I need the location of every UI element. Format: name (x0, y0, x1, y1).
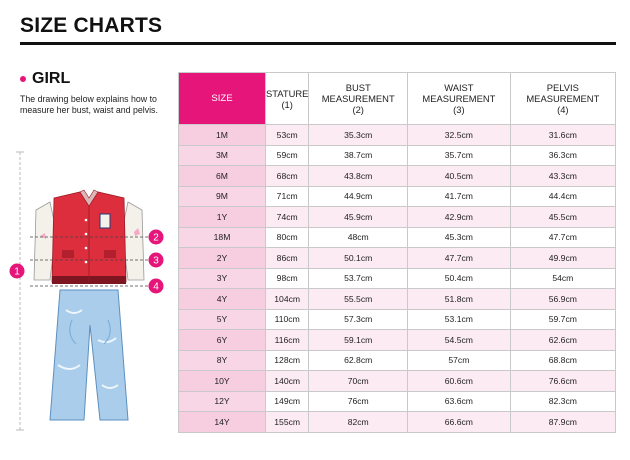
waist-cell: 51.8cm (408, 289, 511, 310)
bust-cell: 44.9cm (309, 186, 408, 207)
stature-cell: 140cm (266, 371, 309, 392)
stature-cell: 110cm (266, 309, 309, 330)
waist-cell: 50.4cm (408, 268, 511, 289)
stature-cell: 68cm (266, 166, 309, 187)
pelvis-cell: 31.6cm (510, 125, 615, 146)
header-bust: BUST MEASUREMENT (2) (309, 73, 408, 125)
bust-cell: 53.7cm (309, 268, 408, 289)
table-row (179, 371, 616, 392)
table-row (179, 350, 616, 371)
table-row (179, 391, 616, 412)
pelvis-cell: 62.6cm (510, 330, 615, 351)
table-row (179, 186, 616, 207)
pelvis-cell: 68.8cm (510, 350, 615, 371)
section-title-text: GIRL (32, 70, 71, 87)
waist-cell: 41.7cm (408, 186, 511, 207)
waist-cell: 35.7cm (408, 145, 511, 166)
bust-cell: 57.3cm (309, 309, 408, 330)
svg-text:4: 4 (153, 281, 159, 293)
stature-cell: 128cm (266, 350, 309, 371)
waist-cell: 40.5cm (408, 166, 511, 187)
bust-cell: 70cm (309, 371, 408, 392)
size-cell: 9M (179, 186, 266, 207)
size-chart-table (178, 72, 616, 433)
pelvis-cell: 76.6cm (510, 371, 615, 392)
stature-cell: 59cm (266, 145, 309, 166)
page-title: SIZE CHARTS (20, 14, 163, 37)
table-row (179, 166, 616, 187)
header-pelvis: PELVIS MEASUREMENT (4) (510, 73, 615, 125)
size-cell: 6M (179, 166, 266, 187)
size-cell: 6Y (179, 330, 266, 351)
pelvis-cell: 87.9cm (510, 412, 615, 433)
size-cell: 1Y (179, 207, 266, 228)
size-cell: 5Y (179, 309, 266, 330)
marker-3-icon (149, 253, 164, 268)
table-row (179, 145, 616, 166)
bust-cell: 50.1cm (309, 248, 408, 269)
size-cell: 4Y (179, 289, 266, 310)
table-header-row (179, 73, 616, 125)
marker-1-icon (10, 264, 25, 279)
stature-cell: 74cm (266, 207, 309, 228)
waist-cell: 66.6cm (408, 412, 511, 433)
size-cell: 10Y (179, 371, 266, 392)
table-row (179, 248, 616, 269)
waist-cell: 60.6cm (408, 371, 511, 392)
pelvis-cell: 49.9cm (510, 248, 615, 269)
pelvis-cell: 44.4cm (510, 186, 615, 207)
size-cell: 14Y (179, 412, 266, 433)
marker-4-icon (149, 279, 164, 294)
stature-cell: 53cm (266, 125, 309, 146)
waist-cell: 57cm (408, 350, 511, 371)
svg-text:3: 3 (153, 255, 159, 267)
pelvis-cell: 45.5cm (510, 207, 615, 228)
waist-cell: 42.9cm (408, 207, 511, 228)
size-cell: 3M (179, 145, 266, 166)
size-cell: 12Y (179, 391, 266, 412)
jacket-jeans-illustration (0, 140, 178, 440)
waist-cell: 32.5cm (408, 125, 511, 146)
size-cell: 3Y (179, 268, 266, 289)
bust-cell: 38.7cm (309, 145, 408, 166)
table-row (179, 309, 616, 330)
pelvis-cell: 36.3cm (510, 145, 615, 166)
section-title (20, 70, 70, 88)
pelvis-cell: 82.3cm (510, 391, 615, 412)
bust-cell: 82cm (309, 412, 408, 433)
size-cell: 2Y (179, 248, 266, 269)
measurement-description: The drawing below explains how to measure her bust, waist and pelvis. (20, 94, 158, 115)
table-row (179, 227, 616, 248)
svg-text:1: 1 (14, 266, 20, 278)
table-row (179, 330, 616, 351)
table-row (179, 207, 616, 228)
table-row (179, 268, 616, 289)
size-cell: 1M (179, 125, 266, 146)
size-cell: 8Y (179, 350, 266, 371)
svg-text:2: 2 (153, 232, 159, 244)
stature-cell: 71cm (266, 186, 309, 207)
table-row (179, 289, 616, 310)
bust-cell: 43.8cm (309, 166, 408, 187)
size-cell: 18M (179, 227, 266, 248)
pelvis-cell: 56.9cm (510, 289, 615, 310)
bust-cell: 59.1cm (309, 330, 408, 351)
waist-cell: 47.7cm (408, 248, 511, 269)
table-row (179, 412, 616, 433)
waist-cell: 54.5cm (408, 330, 511, 351)
bust-cell: 45.9cm (309, 207, 408, 228)
bullet-dot-icon (20, 76, 26, 82)
header-waist: WAIST MEASUREMENT (3) (408, 73, 511, 125)
waist-cell: 63.6cm (408, 391, 511, 412)
stature-cell: 98cm (266, 268, 309, 289)
stature-cell: 86cm (266, 248, 309, 269)
pelvis-cell: 47.7cm (510, 227, 615, 248)
stature-cell: 155cm (266, 412, 309, 433)
bust-cell: 55.5cm (309, 289, 408, 310)
marker-2-icon (149, 230, 164, 245)
stature-cell: 80cm (266, 227, 309, 248)
header-stature: STATURE (1) (266, 73, 309, 125)
header-size: SIZE (179, 73, 266, 125)
jeans-graphic (50, 290, 128, 420)
stature-cell: 104cm (266, 289, 309, 310)
waist-cell: 45.3cm (408, 227, 511, 248)
stature-cell: 149cm (266, 391, 309, 412)
table-row (179, 125, 616, 146)
bust-cell: 76cm (309, 391, 408, 412)
bust-cell: 48cm (309, 227, 408, 248)
pelvis-cell: 43.3cm (510, 166, 615, 187)
waist-cell: 53.1cm (408, 309, 511, 330)
stature-cell: 116cm (266, 330, 309, 351)
pelvis-cell: 54cm (510, 268, 615, 289)
bust-cell: 35.3cm (309, 125, 408, 146)
bust-cell: 62.8cm (309, 350, 408, 371)
title-divider (20, 42, 616, 45)
pelvis-cell: 59.7cm (510, 309, 615, 330)
